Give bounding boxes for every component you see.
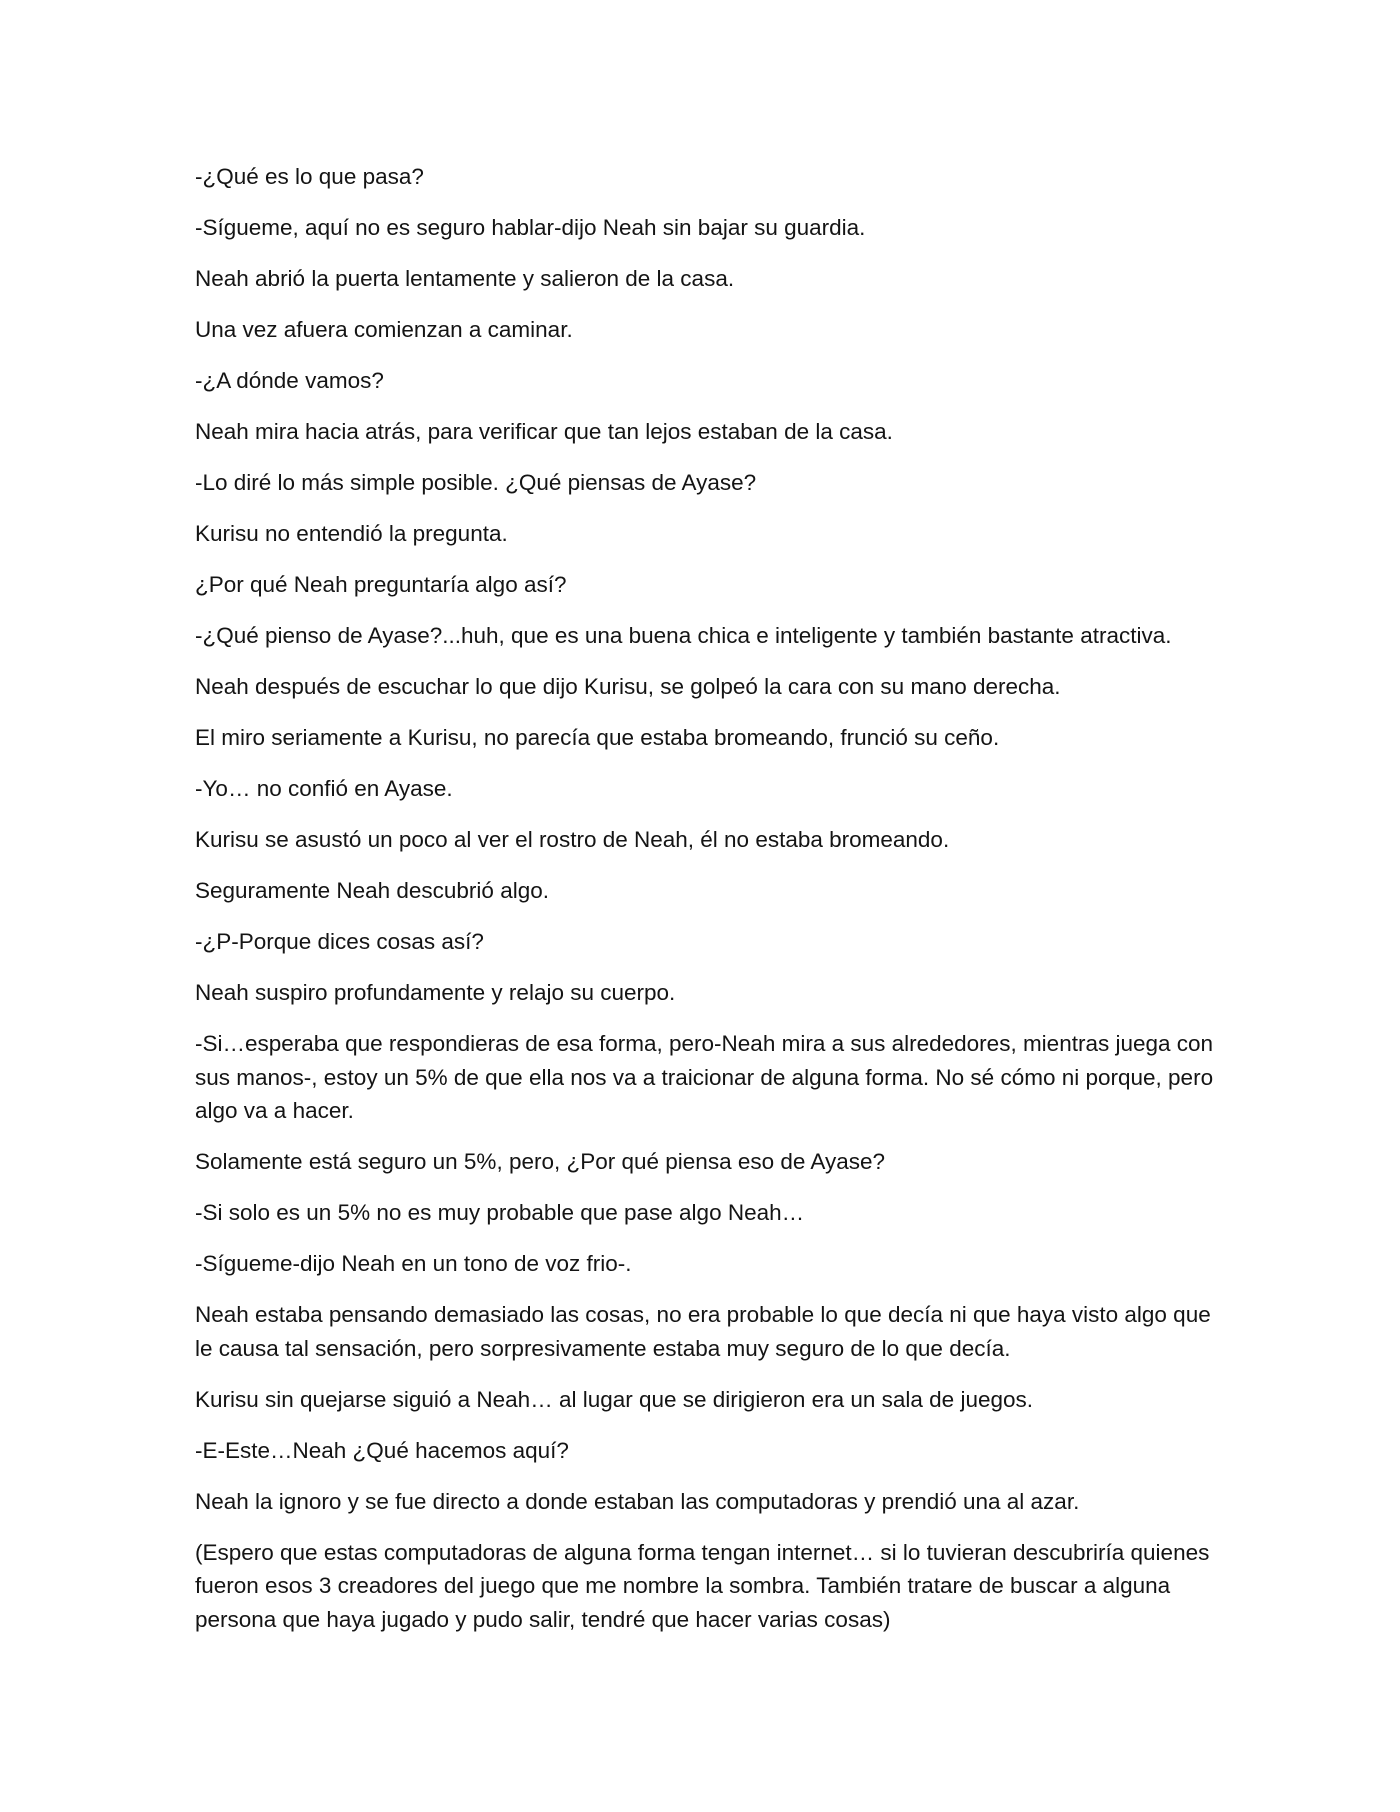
paragraph: -¿Qué pienso de Ayase?...huh, que es una buena chica e inteligente y también bastante atractiva. bbox=[195, 623, 1172, 648]
paragraph: -Lo diré lo más simple posible. ¿Qué piensas de Ayase? bbox=[195, 470, 757, 495]
paragraph: Kurisu no entendió la pregunta. bbox=[195, 521, 508, 546]
paragraph: -¿A dónde vamos? bbox=[195, 368, 384, 393]
paragraph: El miro seriamente a Kurisu, no parecía que estaba bromeando, frunció su ceño. bbox=[195, 725, 1000, 750]
paragraph: -Yo… no confió en Ayase. bbox=[195, 776, 453, 801]
paragraph: Neah suspiro profundamente y relajo su cuerpo. bbox=[195, 980, 676, 1005]
paragraph: Neah después de escuchar lo que dijo Kurisu, se golpeó la cara con su mano derecha. bbox=[195, 674, 1061, 699]
paragraph: Neah la ignoro y se fue directo a donde estaban las computadoras y prendió una al azar. bbox=[195, 1488, 1080, 1514]
paragraph: -Sígueme-dijo Neah en un tono de voz frio-. bbox=[195, 1251, 632, 1276]
paragraph: Neah abrió la puerta lentamente y salieron de la casa. bbox=[195, 266, 735, 291]
paragraph: Solamente está seguro un 5%, pero, ¿Por qué piensa eso de Ayase? bbox=[195, 1149, 886, 1174]
paragraph: -¿P-Porque dices cosas así? bbox=[195, 929, 484, 954]
paragraph: Neah mira hacia atrás, para verificar que tan lejos estaban de la casa. bbox=[195, 419, 893, 444]
paragraph: -Si solo es un 5% no es muy probable que pase algo Neah… bbox=[195, 1200, 805, 1225]
paragraph: -E-Este…Neah ¿Qué hacemos aquí? bbox=[195, 1437, 569, 1463]
paragraph: -Si…esperaba que respondieras de esa forma, pero-Neah mira a sus alrededores, mientras juega con sus manos-, estoy un 5% de que ella nos va a traicionar de alguna forma. No sé cómo ni porque, pero algo va a hacer. bbox=[195, 1031, 1214, 1123]
document-body bbox=[195, 160, 1225, 1654]
paragraph: -¿Qué es lo que pasa? bbox=[195, 164, 424, 189]
paragraph: Kurisu se asustó un poco al ver el rostro de Neah, él no estaba bromeando. bbox=[195, 827, 950, 852]
paragraph: Seguramente Neah descubrió algo. bbox=[195, 878, 549, 903]
paragraph: -Sígueme, aquí no es seguro hablar-dijo Neah sin bajar su guardia. bbox=[195, 215, 866, 240]
paragraph: (Espero que estas computadoras de alguna forma tengan internet… si lo tuvieran descubriría quienes fueron esos 3 creadores del juego que me nombre la sombra. También tratare de buscar a alguna persona que haya jugado y pudo salir, tendré que hacer varias cosas) bbox=[195, 1539, 1210, 1632]
paragraph: Una vez afuera comienzan a caminar. bbox=[195, 317, 573, 342]
paragraph: ¿Por qué Neah preguntaría algo así? bbox=[195, 572, 567, 597]
paragraph: Kurisu sin quejarse siguió a Neah… al lugar que se dirigieron era un sala de juegos. bbox=[195, 1386, 1034, 1412]
paragraph: Neah estaba pensando demasiado las cosas, no era probable lo que decía ni que haya visto algo que le causa tal sensación, pero sorpresivamente estaba muy seguro de lo que decía. bbox=[195, 1302, 1211, 1361]
